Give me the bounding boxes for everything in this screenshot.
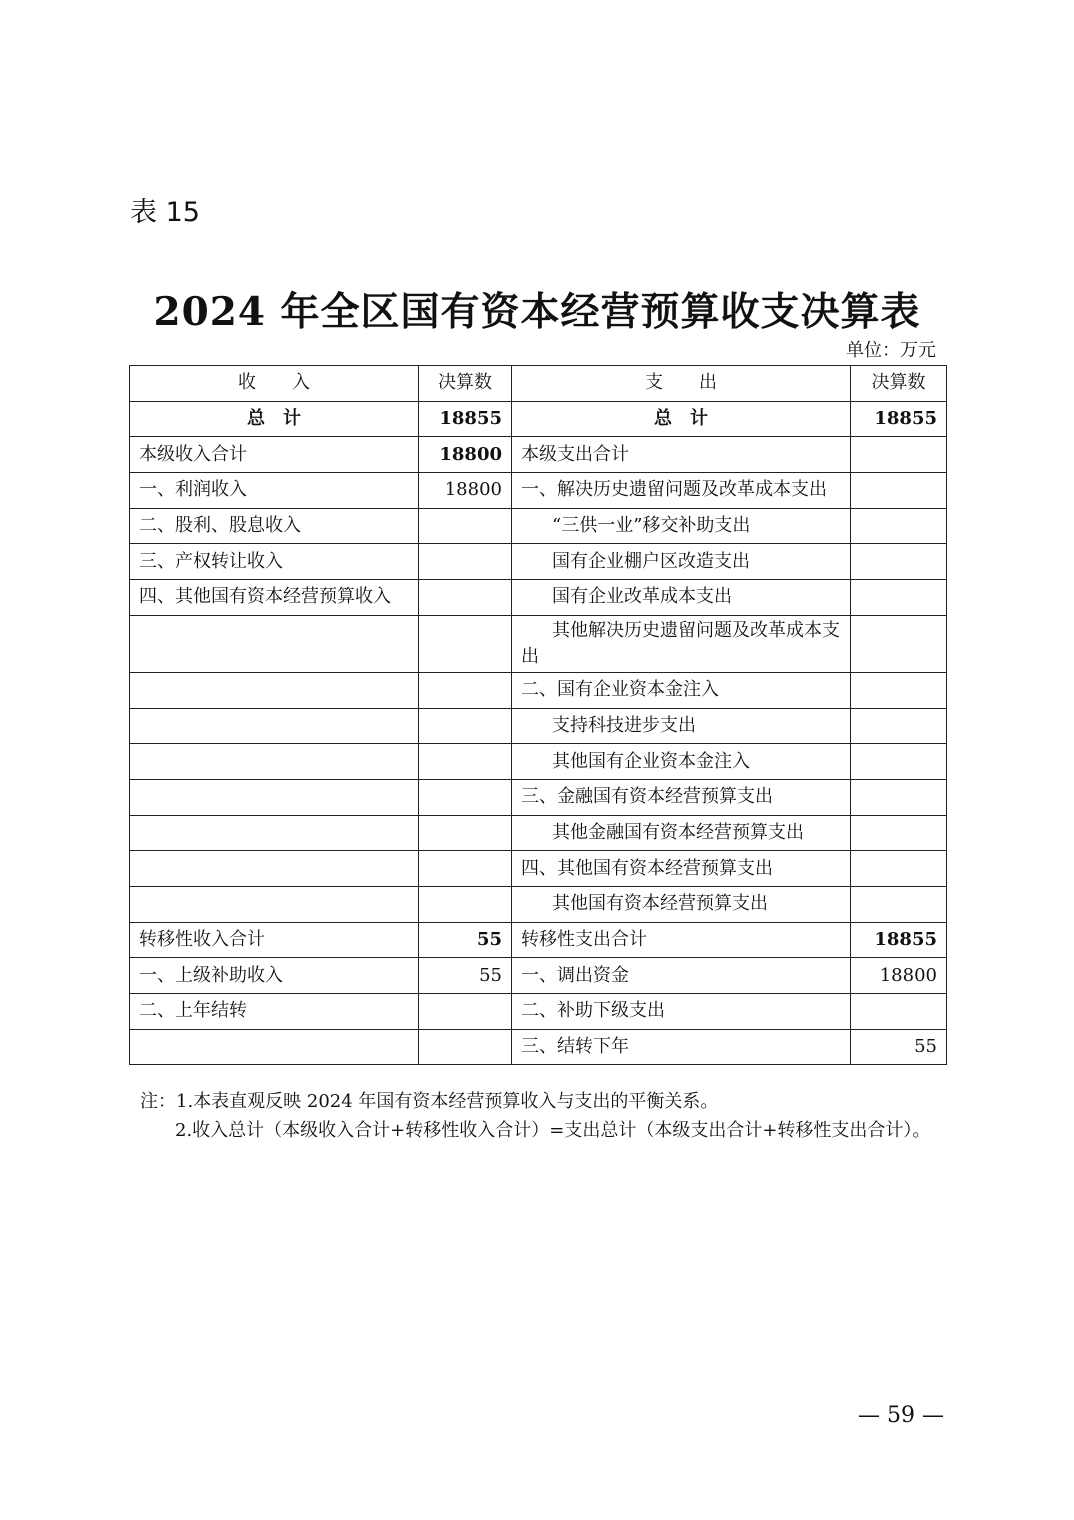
table-row — [130, 744, 947, 780]
table-number: 表 15 — [130, 197, 200, 228]
expense-value-cell: 55 — [851, 1029, 947, 1065]
income-value-cell — [419, 580, 512, 616]
unit-label: 单位：万元 — [846, 340, 936, 361]
income-value-cell: 18800 — [419, 473, 512, 509]
expense-value-cell — [851, 744, 947, 780]
income-cell — [130, 851, 419, 887]
expense-value-cell — [851, 508, 947, 544]
income-value-cell — [419, 744, 512, 780]
expense-cell: 三、金融国有资本经营预算支出 — [512, 779, 851, 815]
income-value-cell — [419, 508, 512, 544]
income-value-cell — [419, 994, 512, 1030]
expense-value-cell: 18855 — [851, 922, 947, 958]
income-cell: 二、股利、股息收入 — [130, 508, 419, 544]
income-value-cell — [419, 615, 512, 672]
table-row — [130, 779, 947, 815]
income-cell — [130, 672, 419, 708]
budget-table — [129, 365, 947, 1065]
income-cell: 四、其他国有资本经营预算收入 — [130, 580, 419, 616]
income-value-cell — [419, 1029, 512, 1065]
income-value-cell — [419, 672, 512, 708]
table-row — [130, 544, 947, 580]
document-title: 2024 年全区国有资本经营预算收支决算表 — [153, 289, 921, 335]
table-row — [130, 473, 947, 509]
page-number: — 59 — — [858, 1403, 944, 1428]
expense-value-cell — [851, 886, 947, 922]
table-row — [130, 886, 947, 922]
table-row — [130, 615, 947, 672]
table-row — [130, 508, 947, 544]
expense-value-cell — [851, 544, 947, 580]
income-cell — [130, 708, 419, 744]
expense-value-cell — [851, 672, 947, 708]
expense-cell: 四、其他国有资本经营预算支出 — [512, 851, 851, 887]
income-value-cell — [419, 708, 512, 744]
total-expense-label: 总 计 — [512, 401, 851, 437]
income-value-cell — [419, 851, 512, 887]
income-cell — [130, 886, 419, 922]
income-cell — [130, 615, 419, 672]
table-row — [130, 851, 947, 887]
income-cell — [130, 779, 419, 815]
expense-value-cell: 18800 — [851, 958, 947, 994]
income-value-cell — [419, 779, 512, 815]
table-row — [130, 815, 947, 851]
income-value-cell — [419, 544, 512, 580]
col-header-expense-amount: 决算数 — [851, 366, 947, 402]
table-row — [130, 1029, 947, 1065]
income-cell — [130, 1029, 419, 1065]
table-row — [130, 708, 947, 744]
income-value-cell — [419, 886, 512, 922]
table-row — [130, 994, 947, 1030]
expense-cell: 国有企业棚户区改造支出 — [512, 544, 851, 580]
expense-cell: 本级支出合计 — [512, 437, 851, 473]
expense-cell: 支持科技进步支出 — [512, 708, 851, 744]
expense-value-cell — [851, 851, 947, 887]
col-header-income-amount: 决算数 — [419, 366, 512, 402]
expense-value-cell — [851, 580, 947, 616]
income-cell: 一、利润收入 — [130, 473, 419, 509]
notes — [140, 1087, 930, 1145]
income-value-cell: 55 — [419, 958, 512, 994]
expense-cell: 二、国有企业资本金注入 — [512, 672, 851, 708]
expense-cell: 其他国有企业资本金注入 — [512, 744, 851, 780]
note-2: 2.收入总计（本级收入合计+转移性收入合计）=支出总计（本级支出合计+转移性支出合计）。 — [175, 1120, 931, 1141]
income-value-cell: 18800 — [419, 437, 512, 473]
income-cell: 转移性收入合计 — [130, 922, 419, 958]
header-row — [130, 366, 947, 402]
table-row — [130, 437, 947, 473]
total-income-value: 18855 — [419, 401, 512, 437]
income-cell: 本级收入合计 — [130, 437, 419, 473]
income-cell — [130, 815, 419, 851]
income-value-cell: 55 — [419, 922, 512, 958]
income-cell — [130, 744, 419, 780]
income-value-cell — [419, 815, 512, 851]
income-cell: 一、上级补助收入 — [130, 958, 419, 994]
expense-cell: 其他解决历史遗留问题及改革成本支出 — [512, 615, 851, 672]
total-income-label: 总 计 — [130, 401, 419, 437]
expense-value-cell — [851, 437, 947, 473]
expense-cell: 一、调出资金 — [512, 958, 851, 994]
expense-value-cell — [851, 473, 947, 509]
table-row — [130, 672, 947, 708]
expense-cell: 其他金融国有资本经营预算支出 — [512, 815, 851, 851]
expense-cell: 二、补助下级支出 — [512, 994, 851, 1030]
expense-value-cell — [851, 708, 947, 744]
income-cell: 二、上年结转 — [130, 994, 419, 1030]
expense-cell: 国有企业改革成本支出 — [512, 580, 851, 616]
expense-value-cell — [851, 615, 947, 672]
expense-cell: 三、结转下年 — [512, 1029, 851, 1065]
expense-cell: 其他国有资本经营预算支出 — [512, 886, 851, 922]
table-row — [130, 922, 947, 958]
col-header-expense: 支 出 — [512, 366, 851, 402]
income-cell: 三、产权转让收入 — [130, 544, 419, 580]
expense-cell: “三供一业”移交补助支出 — [512, 508, 851, 544]
expense-cell: 转移性支出合计 — [512, 922, 851, 958]
table-row — [130, 580, 947, 616]
expense-cell: 一、解决历史遗留问题及改革成本支出 — [512, 473, 851, 509]
col-header-income: 收 入 — [130, 366, 419, 402]
expense-value-cell — [851, 779, 947, 815]
expense-value-cell — [851, 994, 947, 1030]
total-row — [130, 401, 947, 437]
table-row — [130, 958, 947, 994]
note-1: 注：1.本表直观反映 2024 年国有资本经营预算收入与支出的平衡关系。 — [140, 1091, 719, 1112]
expense-value-cell — [851, 815, 947, 851]
total-expense-value: 18855 — [851, 401, 947, 437]
